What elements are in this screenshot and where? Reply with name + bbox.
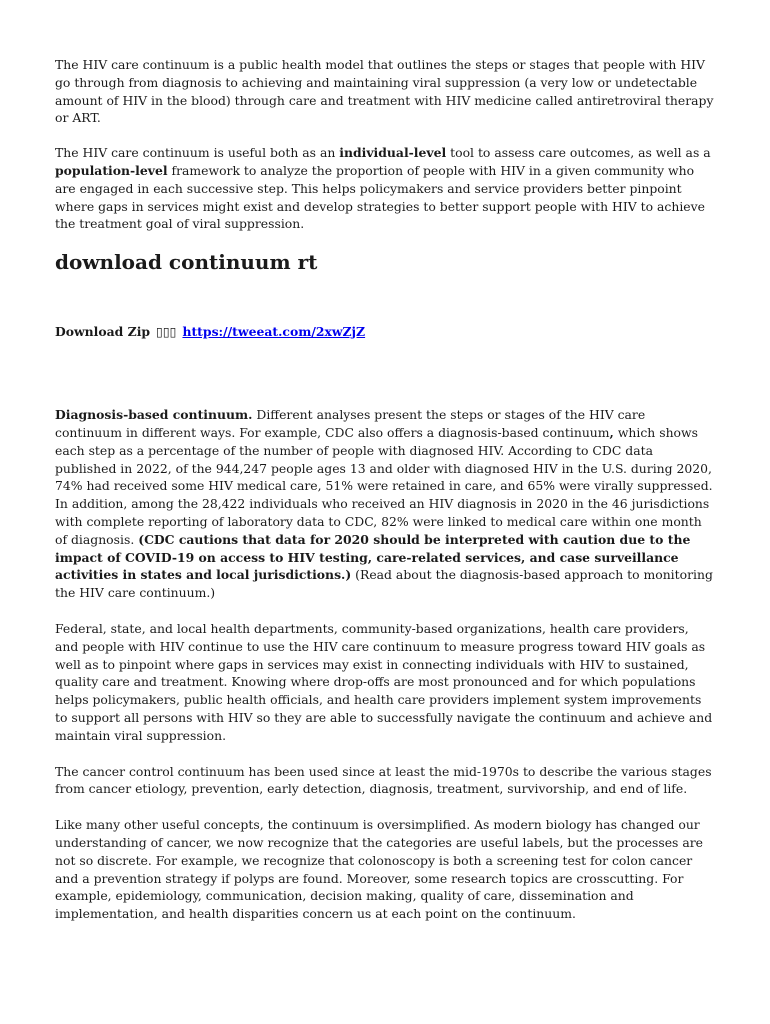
diagnosis-paragraph [55, 406, 715, 602]
health-departments-paragraph: Federal, state, and local health departments, community-based organizations, health care providers, and people with HIV continue to use the HIV care continuum to measure progress toward HIV goals as well as to pinpoint where gaps in services may exist in connecting individuals with HIV to sustained, quality care and treatment. Knowing where drop-offs are most pronounced and for which populations helps policymakers, public health officials, and health care providers implement system improvements to support all persons with HIV so they are able to successfully navigate the continuum and achieve and maintain viral suppression. [55, 620, 713, 743]
page-heading: download continuum rt [55, 250, 318, 275]
cancer-control-paragraph: The cancer control continuum has been used since at least the mid-1970s to describe the various stages from cancer etiology, prevention, early detection, diagnosis, treatment, survivorship, and end of life. [55, 763, 712, 797]
diagnosis-text-b: which shows each step as a percentage of the number of people with diagnosed HIV. According to CDC data published in 2022, of the 944,247 people ages 13 and older with diagnosed HIV in the U.S. during 2020, 74% had received some HIV medical care, 51% were retained in care, and 65% were virally suppressed. In addition, among the 28,422 individuals who received an HIV diagnosis in 2020 in the 46 jurisdictions with complete reporting of laboratory data to CDC, 82% were linked to medical care within one month of diagnosis. [55, 424, 713, 547]
placeholder-glyphs: ▯▯▯ [156, 324, 177, 340]
intro-paragraph-2 [55, 144, 715, 233]
diagnosis-bold-comma: , [609, 424, 614, 440]
oversimplified-paragraph: Like many other useful concepts, the continuum is oversimplified. As modern biology has changed our understanding of cancer, we now recognize that the categories are useful labels, but the processes are not so discrete. For example, we recognize that colonoscopy is both a screening test for colon cancer and a prevention strategy if polyps are found. Moreover, some research topics are crosscutting. For example, epidemiology, communication, decision making, quality of care, dissemination and implementation, and health disparities concern us at each point on the continuum. [55, 817, 704, 922]
intro-p2-individual-level: individual-level [339, 145, 447, 161]
intro-p2-population-level: population-level [55, 162, 168, 178]
intro-p2-text-c: tool to assess care outcomes, as well as a [446, 145, 711, 161]
download-line [55, 323, 715, 340]
download-link[interactable]: https://tweeat.com/2xwZjZ [182, 324, 366, 340]
cdc-caution-text: (CDC cautions that data for 2020 should be interpreted with caution due to the impact of COVID-19 on access to HIV testing, care-related services, and case surveillance activities in states and local jurisdictions.) [55, 531, 691, 583]
diagnosis-text-c: (Read about the diagnosis-based approach to monitoring the HIV care continuum.) [55, 567, 713, 601]
diagnosis-lead: Diagnosis-based continuum. [55, 407, 253, 423]
intro-p2-text-e: framework to analyze the proportion of people with HIV in a given community who are engaged in each successive step. This helps policymakers and service providers better pinpoint where gaps in services might exist and develop strategies to better support people with HIV to achieve the treatment goal of viral suppression. [55, 162, 705, 232]
diagnosis-text-a: Different analyses present the steps or stages of the HIV care continuum in different ways. For example, CDC also offers a diagnosis-based continuum [55, 407, 646, 440]
intro-p2-text-a: The HIV care continuum is useful both as an [55, 145, 340, 161]
download-label: Download Zip [55, 324, 151, 340]
body-section [55, 406, 715, 923]
intro-paragraph-1: The HIV care continuum is a public health model that outlines the steps or stages that people with HIV go through from diagnosis to achieving and maintaining viral suppression (a very low or undetectable amount of HIV in the blood) through care and treatment with HIV medicine called antiretroviral therapy or ART. [55, 57, 714, 126]
